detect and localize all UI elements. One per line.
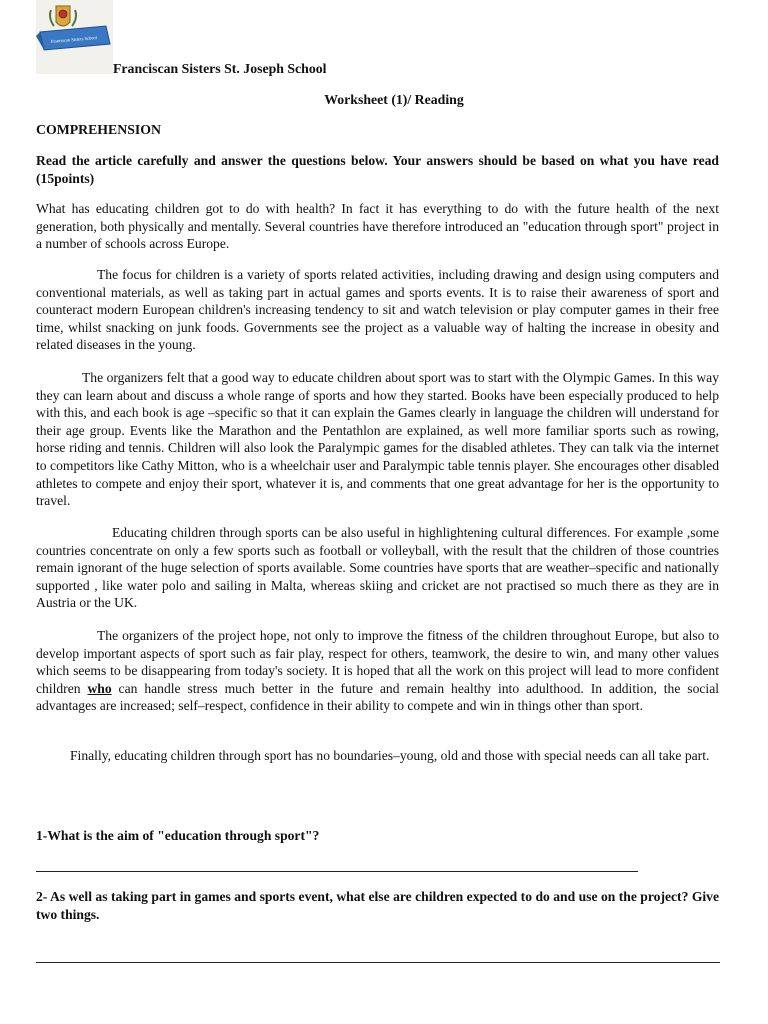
instructions: Read the article carefully and answer the questions below. Your answers should be based on what you have read (15points) [36, 153, 719, 186]
school-name: Franciscan Sisters St. Joseph School [113, 61, 327, 76]
school-logo-icon [36, 0, 113, 74]
article-paragraph-2: The focus for children is a variety of sports related activities, including drawing and design using computers and conventional materials, as well as taking part in actual games and sports events. It is to raise their awareness of sport and counteract modern European children's increasing tendency to sit and watch television or play computer games in their free time, whilst snacking on junk foods. Governments see the project as a valuable way of halting the increase in obesity and related diseases in the young. [36, 267, 719, 353]
highlighted-word-who: who [87, 680, 112, 696]
question-2: 2- As well as taking part in games and sports event, what else are children expected to do and use on the project? Give two things. [36, 889, 719, 922]
school-logo [36, 0, 113, 74]
answer-line-2[interactable] [36, 962, 720, 963]
article-paragraph-3: The organizers felt that a good way to educate children about sport was to start with the Olympic Games. In this way they can learn about and discuss a whole range of sports and how they started. Books have been especially produced to help with this, and each book is age –specific so that it can explain the Games clearly in language the children will understand for their age group. Events like the Marathon and the Pentathlon are explained, as well more familiar sports such as rowing, horse riding and tennis. Children will also look the Paralympic games for the disabled athletes. They can talk via the internet to competitors like Cathy Mitton, who is a wheelchair user and Paralympic table tennis player. She encourages other disabled athletes to compete and enjoy their sport, whatever it is, and comments that one great advantage for her is the opportunity to travel. [36, 370, 719, 509]
answer-line-1[interactable] [36, 871, 638, 872]
paragraph-5-text-end: can handle stress much better in the future and remain healthy into adulthood. In addition, the social advantages are increased; self–respect, confidence in their ability to compete and win in things other than sport. [36, 680, 720, 714]
article-paragraph-4: Educating children through sports can be also useful in highlightening cultural differences. For example ,some countries concentrate on only a few sports such as football or volleyball, with the result that the children of those countries remain ignorant of the huge selection of sports available. Some countries have sports that are weather–specific and nationally supported , like water polo and sailing in Malta, whereas skiing and cricket are not practised so much there as they are in Austria or the UK. [36, 525, 719, 611]
worksheet-title: Worksheet (1)/ Reading [324, 92, 464, 107]
article-paragraph-5 [36, 627, 719, 715]
section-title: COMPREHENSION [36, 122, 161, 137]
question-1: 1-What is the aim of "education through sport"? [36, 828, 320, 843]
paragraph-5-text-start: The organizers of the project hope, not only to improve the fitness of the children throughout Europe, but also to develop important aspects of sport such as fair play, respect for others, teamwork, the desire to win, and many other values which seems to be disappearing from today's society. It is hoped that all the work on this project will lead to more confident children [36, 628, 719, 696]
article-paragraph-1: What has educating children got to do with health? In fact it has everything to do with the future health of the next generation, both physically and mentally. Several countries have therefore introduced an "education through sport" project in a number of schools across Europe. [36, 201, 719, 252]
logo-text: Franciscan Sisters School [50, 34, 98, 45]
article-paragraph-6: Finally, educating children through sport has no boundaries–young, old and those with special needs can all take part. [70, 748, 710, 763]
